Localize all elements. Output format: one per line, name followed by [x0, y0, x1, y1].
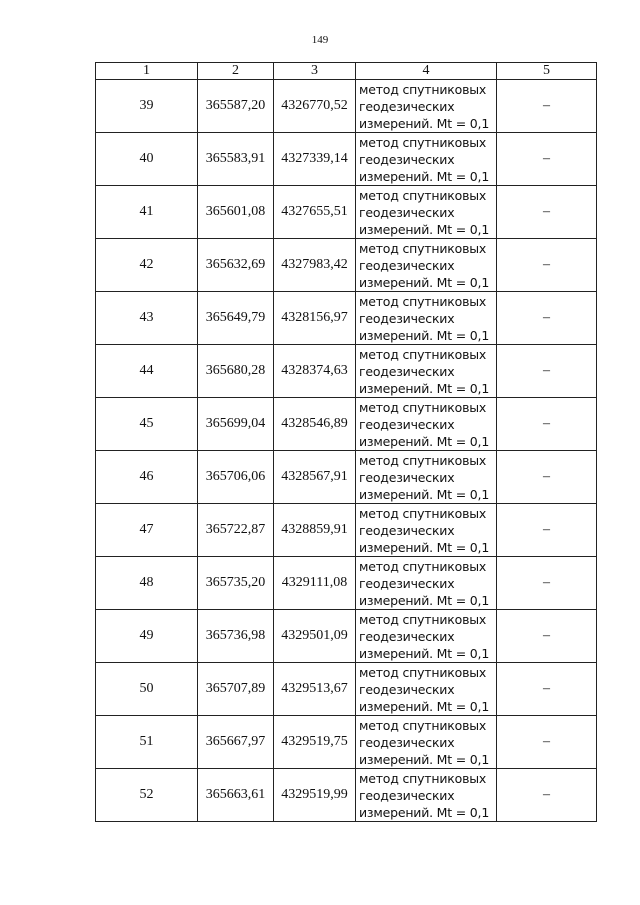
y-coordinate-cell: 4329519,99 — [274, 769, 356, 822]
x-coordinate-cell: 365706,06 — [198, 451, 274, 504]
table-row — [96, 80, 597, 133]
x-coordinate-cell: 365680,28 — [198, 345, 274, 398]
point-number-cell: 44 — [96, 345, 198, 398]
y-coordinate-cell: 4329111,08 — [274, 557, 356, 610]
point-number-cell: 40 — [96, 133, 198, 186]
point-number-cell: 52 — [96, 769, 198, 822]
method-text-line: метод спутниковых — [359, 664, 487, 680]
x-coordinate-cell: 365722,87 — [198, 504, 274, 557]
table-row — [96, 239, 597, 292]
method-text-line: геодезических — [359, 257, 455, 273]
method-text-line: геодезических — [359, 416, 455, 432]
x-coordinate-cell: 365649,79 — [198, 292, 274, 345]
table-row — [96, 504, 597, 557]
point-number-cell: 43 — [96, 292, 198, 345]
method-cell — [356, 80, 497, 133]
column-header-2: 2 — [198, 63, 274, 80]
method-cell — [356, 186, 497, 239]
method-cell — [356, 345, 497, 398]
y-coordinate-cell: 4329519,75 — [274, 716, 356, 769]
column-header-3: 3 — [274, 63, 356, 80]
method-text-line: метод спутниковых — [359, 558, 487, 574]
method-text-line: метод спутниковых — [359, 134, 487, 150]
method-text-line: метод спутниковых — [359, 452, 487, 468]
note-cell: – — [497, 292, 597, 345]
note-cell: – — [497, 186, 597, 239]
method-cell — [356, 557, 497, 610]
method-text-line: геодезических — [359, 151, 455, 167]
method-text-line: измерений. Mt = 0,1 — [359, 486, 490, 502]
method-text-line: геодезических — [359, 575, 455, 591]
table-row — [96, 345, 597, 398]
method-text-line: измерений. Mt = 0,1 — [359, 592, 490, 608]
note-cell: – — [497, 80, 597, 133]
method-text-line: геодезических — [359, 98, 455, 114]
point-number-cell: 47 — [96, 504, 198, 557]
method-text-line: геодезических — [359, 310, 455, 326]
x-coordinate-cell: 365735,20 — [198, 557, 274, 610]
method-cell — [356, 239, 497, 292]
column-header-1: 1 — [96, 63, 198, 80]
method-text-line: измерений. Mt = 0,1 — [359, 751, 490, 767]
method-cell — [356, 610, 497, 663]
table-header-row — [96, 63, 597, 80]
column-header-5: 5 — [497, 63, 597, 80]
method-cell — [356, 398, 497, 451]
note-cell: – — [497, 716, 597, 769]
method-text-line: измерений. Mt = 0,1 — [359, 327, 490, 343]
point-number-cell: 50 — [96, 663, 198, 716]
note-cell: – — [497, 769, 597, 822]
note-cell: – — [497, 610, 597, 663]
y-coordinate-cell: 4327655,51 — [274, 186, 356, 239]
method-text-line: измерений. Mt = 0,1 — [359, 274, 490, 290]
x-coordinate-cell: 365587,20 — [198, 80, 274, 133]
point-number-cell: 49 — [96, 610, 198, 663]
table-row — [96, 398, 597, 451]
point-number-cell: 41 — [96, 186, 198, 239]
method-cell — [356, 663, 497, 716]
table-row — [96, 716, 597, 769]
method-cell — [356, 716, 497, 769]
method-cell — [356, 504, 497, 557]
method-text-line: метод спутниковых — [359, 399, 487, 415]
table-row — [96, 451, 597, 504]
method-text-line: геодезических — [359, 363, 455, 379]
y-coordinate-cell: 4329513,67 — [274, 663, 356, 716]
method-text-line: геодезических — [359, 681, 455, 697]
method-text-line: измерений. Mt = 0,1 — [359, 115, 490, 131]
method-text-line: геодезических — [359, 469, 455, 485]
method-text-line: геодезических — [359, 787, 455, 803]
point-number-cell: 48 — [96, 557, 198, 610]
x-coordinate-cell: 365583,91 — [198, 133, 274, 186]
method-cell — [356, 292, 497, 345]
table-row — [96, 769, 597, 822]
x-coordinate-cell: 365632,69 — [198, 239, 274, 292]
coordinates-table — [95, 62, 597, 822]
method-text-line: геодезических — [359, 734, 455, 750]
x-coordinate-cell: 365707,89 — [198, 663, 274, 716]
table-body — [96, 80, 597, 822]
method-text-line: метод спутниковых — [359, 611, 487, 627]
y-coordinate-cell: 4328859,91 — [274, 504, 356, 557]
point-number-cell: 46 — [96, 451, 198, 504]
y-coordinate-cell: 4326770,52 — [274, 80, 356, 133]
note-cell: – — [497, 398, 597, 451]
method-text-line: метод спутниковых — [359, 346, 487, 362]
method-text-line: измерений. Mt = 0,1 — [359, 168, 490, 184]
note-cell: – — [497, 504, 597, 557]
table-row — [96, 292, 597, 345]
method-cell — [356, 451, 497, 504]
column-header-4: 4 — [356, 63, 497, 80]
method-text-line: метод спутниковых — [359, 240, 487, 256]
table-row — [96, 610, 597, 663]
method-text-line: геодезических — [359, 204, 455, 220]
method-text-line: геодезических — [359, 628, 455, 644]
note-cell: – — [497, 133, 597, 186]
point-number-cell: 51 — [96, 716, 198, 769]
note-cell: – — [497, 557, 597, 610]
x-coordinate-cell: 365736,98 — [198, 610, 274, 663]
table-row — [96, 557, 597, 610]
y-coordinate-cell: 4328374,63 — [274, 345, 356, 398]
table-row — [96, 663, 597, 716]
method-text-line: измерений. Mt = 0,1 — [359, 539, 490, 555]
table-row — [96, 186, 597, 239]
table-row — [96, 133, 597, 186]
x-coordinate-cell: 365667,97 — [198, 716, 274, 769]
method-text-line: измерений. Mt = 0,1 — [359, 221, 490, 237]
method-cell — [356, 133, 497, 186]
point-number-cell: 42 — [96, 239, 198, 292]
point-number-cell: 45 — [96, 398, 198, 451]
method-text-line: измерений. Mt = 0,1 — [359, 380, 490, 396]
x-coordinate-cell: 365699,04 — [198, 398, 274, 451]
point-number-cell: 39 — [96, 80, 198, 133]
method-text-line: геодезических — [359, 522, 455, 538]
x-coordinate-cell: 365601,08 — [198, 186, 274, 239]
method-text-line: метод спутниковых — [359, 770, 487, 786]
method-text-line: измерений. Mt = 0,1 — [359, 645, 490, 661]
method-text-line: измерений. Mt = 0,1 — [359, 698, 490, 714]
method-text-line: метод спутниковых — [359, 81, 487, 97]
x-coordinate-cell: 365663,61 — [198, 769, 274, 822]
y-coordinate-cell: 4327339,14 — [274, 133, 356, 186]
page-number: 149 — [311, 34, 329, 46]
y-coordinate-cell: 4328567,91 — [274, 451, 356, 504]
y-coordinate-cell: 4329501,09 — [274, 610, 356, 663]
y-coordinate-cell: 4328546,89 — [274, 398, 356, 451]
note-cell: – — [497, 451, 597, 504]
method-cell — [356, 769, 497, 822]
method-text-line: метод спутниковых — [359, 187, 487, 203]
y-coordinate-cell: 4328156,97 — [274, 292, 356, 345]
method-text-line: метод спутниковых — [359, 293, 487, 309]
note-cell: – — [497, 345, 597, 398]
method-text-line: измерений. Mt = 0,1 — [359, 804, 490, 820]
method-text-line: измерений. Mt = 0,1 — [359, 433, 490, 449]
y-coordinate-cell: 4327983,42 — [274, 239, 356, 292]
method-text-line: метод спутниковых — [359, 717, 487, 733]
method-text-line: метод спутниковых — [359, 505, 487, 521]
note-cell: – — [497, 239, 597, 292]
note-cell: – — [497, 663, 597, 716]
